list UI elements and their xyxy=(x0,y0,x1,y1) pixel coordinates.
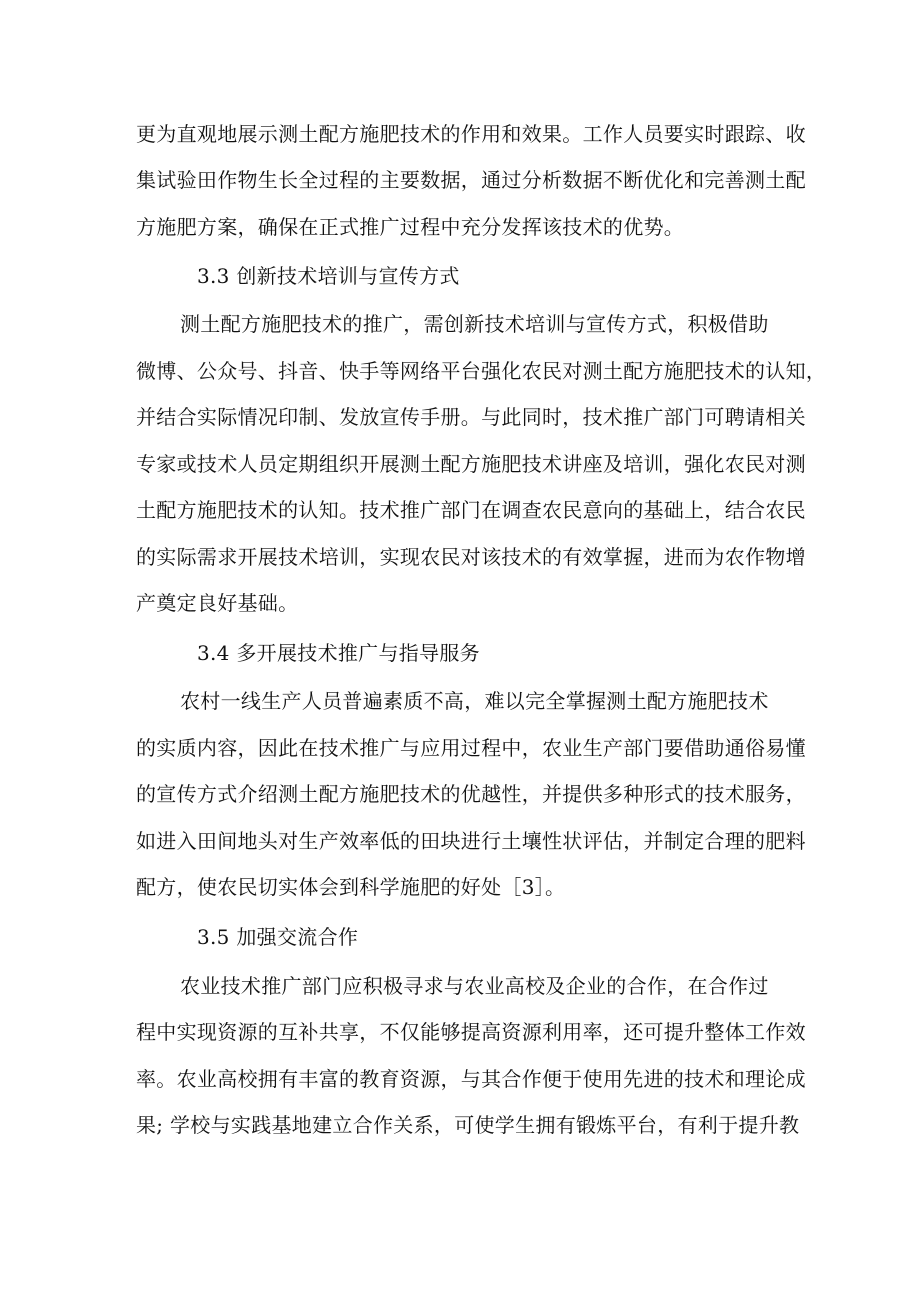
paragraph-line: 率。农业高校拥有丰富的教育资源，与其合作便于使用先进的技术和理论成 xyxy=(136,1067,806,1091)
paragraph-line: 集试验田作物生长全过程的主要数据，通过分析数据不断优化和完善测土配 xyxy=(136,168,806,192)
paragraph-line: 的实际需求开展技术培训，实现农民对该技术的有效掌握，进而为农作物增 xyxy=(136,545,806,569)
paragraph-line: 微博、公众号、抖音、快手等网络平台强化农民对测土配方施肥技术的认知， xyxy=(136,359,827,383)
paragraph-line: 专家或技术人员定期组织开展测土配方施肥技术讲座及培训，强化农民对测 xyxy=(136,452,806,476)
paragraph-line: 农村一线生产人员普遍素质不高，难以完全掌握测土配方施肥技术 xyxy=(180,689,769,713)
section-heading-3-3: 3.3 创新技术培训与宣传方式 xyxy=(197,264,460,288)
paragraph-line: 如进入田间地头对生产效率低的田块进行土壤性状评估，并制定合理的肥料 xyxy=(136,829,806,853)
paragraph-line: 的宣传方式介绍测土配方施肥技术的优越性，并提供多种形式的技术服务， xyxy=(136,782,806,806)
paragraph-line: 并结合实际情况印制、发放宣传手册。与此同时，技术推广部门可聘请相关 xyxy=(136,405,806,429)
paragraph-line: 产奠定良好基础。 xyxy=(136,591,299,615)
section-heading-3-5: 3.5 加强交流合作 xyxy=(197,925,359,949)
paragraph-line: 土配方施肥技术的认知。技术推广部门在调查农民意向的基础上，结合农民 xyxy=(136,498,806,522)
paragraph-line: 测土配方施肥技术的推广，需创新技术培训与宣传方式，积极借助 xyxy=(180,312,769,336)
paragraph-line: 配方，使农民切实体会到科学施肥的好处［3］。 xyxy=(136,875,566,899)
paragraph-line: 程中实现资源的互补共享，不仅能够提高资源利用率，还可提升整体工作效 xyxy=(136,1020,806,1044)
paragraph-line: 农业技术推广部门应积极寻求与农业高校及企业的合作，在合作过 xyxy=(180,974,769,998)
paragraph-line: 方施肥方案，确保在正式推广过程中充分发挥该技术的优势。 xyxy=(136,215,685,239)
paragraph-line: 果; 学校与实践基地建立合作关系，可使学生拥有锻炼平台，有利于提升教 xyxy=(136,1113,800,1137)
paragraph-line: 更为直观地展示测土配方施肥技术的作用和效果。工作人员要实时跟踪、收 xyxy=(136,122,806,146)
paragraph-line: 的实质内容，因此在技术推广与应用过程中，农业生产部门要借助通俗易懂 xyxy=(136,736,806,760)
section-heading-3-4: 3.4 多开展技术推广与指导服务 xyxy=(197,641,480,665)
